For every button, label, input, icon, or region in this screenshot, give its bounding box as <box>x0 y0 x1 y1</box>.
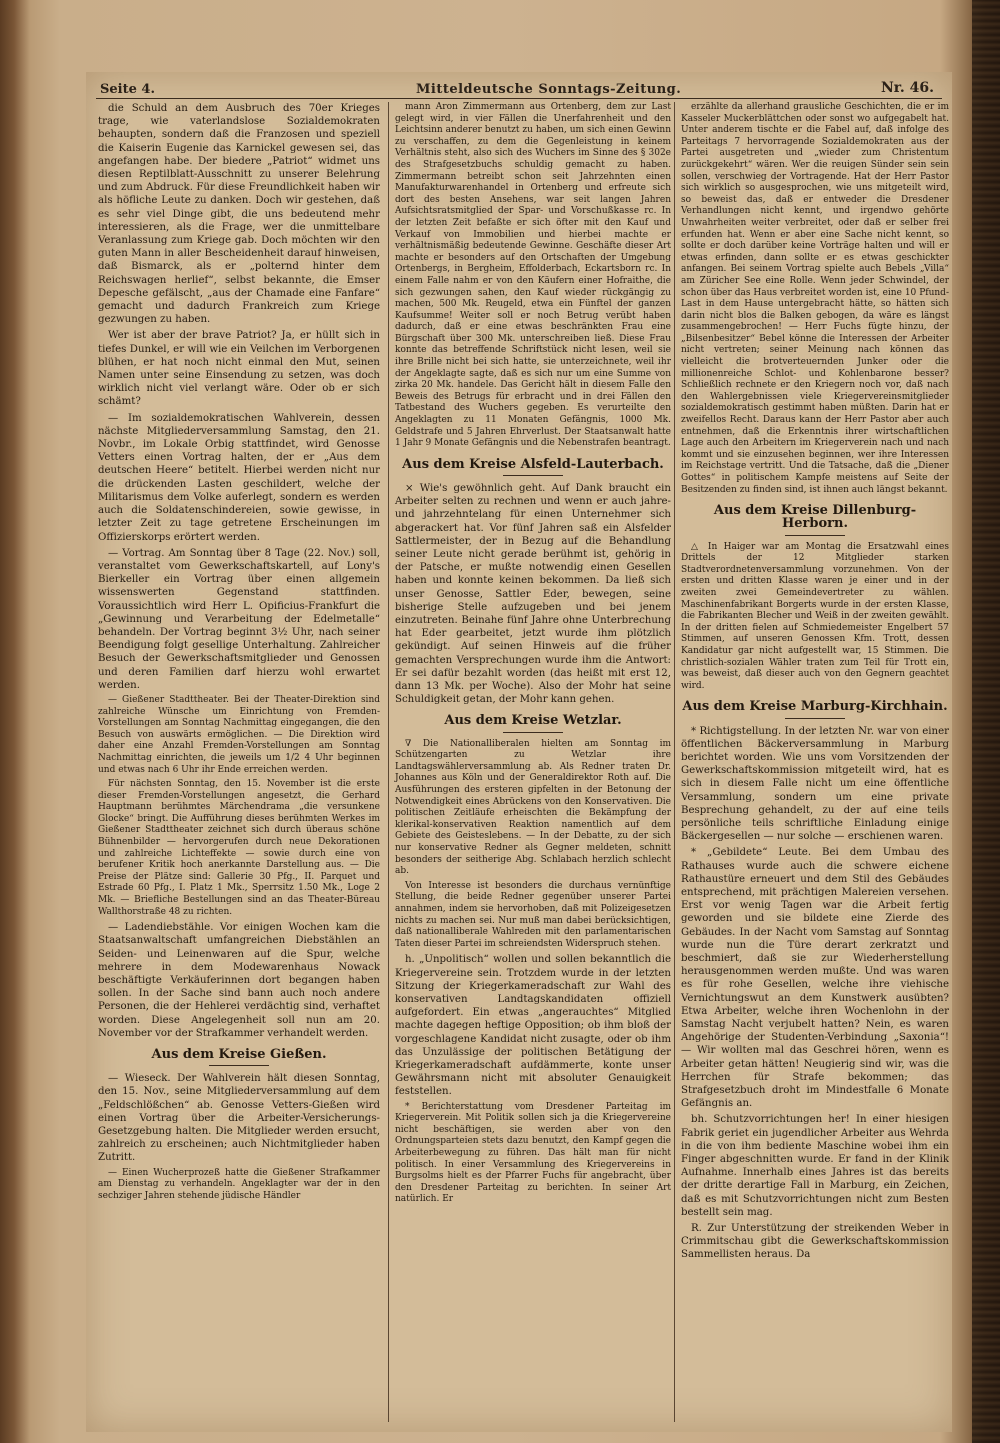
article-paragraph: erzählte da allerhand grausliche Geschichten, die er im Kasseler Muckerblättchen oder sonst wo aufgegabelt hat. Unter anderem tischte er die Fabel auf, daß infolge des Parteitags 7 hervorragende Sozialdemokraten aus der Partei ausgetreten und „wieder zum Christentum zurückgekehrt“ wären. Wer die reuigen Sünder sein sein sollen, verschwieg der Vortragende. Hat der Herr Pastor sich wirklich so ausgesprochen, wie uns mitgeteilt wird, so beweist das, daß er entweder die Dresdener Verhandlungen nicht kennt, und irgendwo gehörte Unwahrheiten weiter verbreitet, oder daß er selber frei erfunden hat. Wenn er aber eine Sache nicht kennt, so sollte er doch darüber keine Vorträge halten und will er etwas erfinden, dann sollte er es etwas geschickter anfangen. Bei seinem Vortrag spielte auch Bebels „Villa“ am Züricher See eine Rolle. Wenn jeder Schwindel, der schon über das Haus verbreitet worden ist, eine 10 Pfund-Last in dem Hause untergebracht hätte, so hätten sich darin nicht blos die Balken gebogen, da wäre es längst zusammengebrochen! — Herr Fuchs fügte hinzu, der „Bilsenbesitzer“ Bebel könne die Interessen der Arbeiter nicht vertreten; seiner Meinung nach können das vielleicht die brotverteuernden Junker oder die millionenreiche Schlot- und Kohlenbarone besser? Schließlich rechnete er den Kriegern noch vor, daß nach den Wahlergebnissen viele Kriegervereinsmitglieder sozialdemokratisch gestimmt haben müßten. Darin hat er zweifellos Recht. Daraus kann der Herr Pastor aber auch entnehmen, daß die Erkenntnis ihrer wirtschaftlichen Lage auch den Arbeitern im Kriegerverein nach und nach kommt und sie einzusehen beginnen, wer ihre Interessen im Reichstage vertritt. Und die Tatsache, daß die „Diener Gottes“ in politischem Kampfe meistens auf Seite der Besitzenden zu finden sind, ist ihnen auch längst bekannt. <box>681 102 949 495</box>
section-heading: Aus dem Kreise Gießen. <box>98 1048 380 1066</box>
column-3 <box>674 102 949 1422</box>
article-paragraph: — Einen Wucherprozeß hatte die Gießener Strafkammer am Dienstag zu verhandeln. Angeklagter war der in den sechziger Jahren stehende jüdische Händler <box>98 1167 380 1201</box>
newspaper-title: Mitteldeutsche Sonntags-Zeitung. <box>416 82 682 97</box>
article-paragraph: R. Zur Unterstützung der streikenden Weber in Crimmitschau gibt die Gewerkschaftskommission Sammellisten heraus. Da <box>681 1223 949 1261</box>
article-paragraph: * Berichterstattung vom Dresdener Parteitag im Kriegerverein. Mit Politik sollen sich ja die Kriegervereine nicht beschäftigen, sie werden aber von den Ordnungsparteien stets dazu benutzt, den Kampf gegen die Arbeiterbewegung zu führen. Das hält man für nicht politisch. In einer Versammlung des Kriegervereins in Burgsolms hielt es der Pfarrer Fuchs für angebracht, über den Dresdener Parteitag zu berichten. In seiner Art natürlich. Er <box>395 1101 671 1205</box>
article-paragraph: mann Aron Zimmermann aus Ortenberg, dem zur Last gelegt wird, in vier Fällen die Unerfahrenheit und den Leichtsinn anderer benutzt zu haben, um sich einen Gewinn zu verschaffen, zu dem die Gegenleistung in keinem Verhältnis steht, also sich des Wuchers im Sinne des § 302e des Strafgesetzbuchs schuldig gemacht zu haben. Zimmermann betreibt schon seit Jahrzehnten einen Manufakturwarenhandel in Ortenberg und erfreute sich dort des besten Ansehens, war seit langen Jahren Aufsichtsratsmitglied der Spar- und Vorschußkasse rc. In der letzten Zeit befaßte er sich öfter mit den Kauf und Verkauf von Immobilien und hierbei machte er verhältnismäßig bedeutende Gewinne. Geschäfte dieser Art machte er besonders auf den Ortschaften der Umgebung Ortenbergs, in Bergheim, Effolderbach, Eckartsborn rc. In einem Falle nahm er von den Käufern einer Hofraithe, die sich gezwungen sahen, den Kauf wieder rückgängig zu machen, 500 Mk. Reugeld, etwa ein Fünftel der ganzen Kaufsumme! Weiter soll er noch Betrug verübt haben dadurch, daß er eine etwas beschränkten Frau eine Bürgschaft über 300 Mk. unterschreiben ließ. Diese Frau konnte das betreffende Schriftstück nicht lesen, weil sie ihre Brille nicht bei sich hatte, sie unterzeichnete, weil ihr der Angeklagte sagte, daß es sich nur um eine Summe von zirka 20 Mk. handele. Das Gericht hält in diesem Falle den Beweis des Betrugs für erbracht und in drei Fällen den Tatbestand des Wuchers gegeben. Es verurteilte den Angeklagten zu 11 Monaten Gefängnis, 1000 Mk. Geldstrafe und 5 Jahren Ehrverlust. Der Staatsanwalt hatte 1 Jahr 9 Monate Gefängnis und die Nebenstrafen beantragt. <box>395 102 671 449</box>
article-paragraph: Für nächsten Sonntag, den 15. November ist die erste dieser Fremden-Vorstellungen angesetzt, die Gerhard Hauptmann berühmtes Märchendrama „die versunkene Glocke“ bringt. Die Aufführung dieses berühmten Werkes im Gießener Stadttheater zeichnet sich durch überaus schöne Bühnenbilder — hervorgerufen durch neue Dekorationen und zahlreiche Lichteffekte — sowie durch eine von berufener Kritik hoch anerkannte Darstellung aus. — Die Preise der Plätze sind: Gallerie 30 Pfg., II. Parquet und Estrade 60 Pfg., I. Platz 1 Mk., Sperrsitz 1.50 Mk., Loge 2 Mk. — Briefliche Bestellungen sind an das Theater-Büreau Wallthorstraße 48 zu richten. <box>98 779 380 917</box>
article-paragraph: — Im sozialdemokratischen Wahlverein, dessen nächste Mitgliederversammlung Samstag, den 21. Novbr., im Lokale Orbig stattfindet, wird Genosse Vetters einen Vortrag halten, der er „Aus dem deutschen Heere“ betitelt. Hierbei werden nicht nur die drückenden Lasten geschildert, welche der Militarismus dem Volke auferlegt, sondern es werden auch die Soldatenschindereien, sowie gewisse, in letzter Zeit zu tage getretene Erscheinungen im Offizierskorps erörtert werden. <box>98 412 380 543</box>
article-paragraph: Von Interesse ist besonders die durchaus vernünftige Stellung, die beide Redner gegenüber unserer Partei annahmen, indem sie hervorhoben, daß mit Polizeigesetzen nichts zu machen sei. Nur muß man dabei berücksichtigen, daß nationalliberale Wahlreden mit den parlamentarischen Taten dieser Partei im schreiendsten Widerspruch stehen. <box>395 880 671 949</box>
column-1 <box>98 102 380 1422</box>
header-rule <box>96 98 942 99</box>
article-paragraph: — Vortrag. Am Sonntag über 8 Tage (22. Nov.) soll, veranstaltet vom Gewerkschaftskartell, auf Lony's Bierkeller ein Vortrag über einen allgemein wissenswerten Gegenstand stattfinden. Voraussichtlich wird Herr L. Opificius-Frankfurt die „Gewinnung und Verarbeitung der Edelmetalle“ behandeln. Der Vortrag beginnt 3½ Uhr, nach seiner Beendigung folgt gesellige Unterhaltung. Zahlreicher Besuch der Gewerkschaftsmitglieder und Genossen und deren Familien darf hierzu wohl erwartet werden. <box>98 547 380 691</box>
issue-number: Nr. 46. <box>881 80 934 96</box>
article-paragraph: die Schuld an dem Ausbruch des 70er Krieges trage, wie vaterlandslose Sozialdemokraten behaupten, sondern daß die Franzosen und speziell die Kaiserin Eugenie das Karnickel gewesen sei, das angefangen habe. Der biedere „Patriot“ widmet uns diesen Reptilblatt-Ausschnitt zu unserer Belehrung und zum Abdruck. Für diese Freundlichkeit haben wir als höfliche Leute zu danken. Doch wir gestehen, daß es sehr viel Dinge gibt, die uns bedeutend mehr interessieren, als die Frage, wer die unmittelbare Veranlassung zum Kriege gab. Doch möchten wir den guten Mann in aller Bescheidenheit darauf hinweisen, daß Bismarck, als er „polternd hinter dem Reichswagen herlief“, selbst bekannte, die Emser Depesche gefälscht, „aus der Chamade eine Fanfare“ gemacht und dadurch Frankreich zum Kriege gezwungen zu haben. <box>98 103 380 326</box>
page-header <box>86 78 952 100</box>
article-paragraph: × Wie's gewöhnlich geht. Auf Dank braucht ein Arbeiter selten zu rechnen und wenn er auch jahre- und jahrzehntelang für einen Unternehmer sich abgerackert hat. Vor fünf Jahren saß ein Alsfelder Sattlermeister, der in Bezug auf die Behandlung seiner Leute nicht gerade berühmt ist, gehörig in der Patsche, er mußte notwendig einen Gesellen haben und konnte keinen bekommen. Da ließ sich unser Genosse, Sattler Eder, bewegen, seine bisherige Stelle aufzugeben und bei jenem einzutreten. Beinahe fünf Jahre ohne Unterbrechung hat Eder gearbeitet, jetzt wurde ihm plötzlich gekündigt. Auf seinen Hinweis auf die früher gemachten Versprechungen wurde ihm die Antwort: Er sei dafür bezahlt worden (das heißt mit erst 12, dann 13 Mk. per Woche). Also der Mohr hat seine Schuldigkeit getan, der Mohr kann gehen. <box>395 483 671 706</box>
article-paragraph: △ In Haiger war am Montag die Ersatzwahl eines Drittels der 12 Mitglieder starken Stadtverordnetenversammlung vorzunehmen. Von der ersten und dritten Klasse waren je einer und in der zweiten zwei Gemeindevertreter zu wählen. Maschinenfabrikant Borgerts wurde in der ersten Klasse, die Fabrikanten Blecher und Weiß in der zweiten gewählt. In der dritten fielen auf Schmiedemeister Engelbert 57 Stimmen, auf unseren Genossen Kfm. Trott, dessen Kandidatur gar nicht aufgestellt war, 15 Stimmen. Die christlich-sozialen Wähler traten zum Teil für Trott ein, was beweist, daß dieser auch von den Gegnern geachtet wird. <box>681 541 949 691</box>
newspaper-page <box>86 72 952 1432</box>
article-paragraph: — Wieseck. Der Wahlverein hält diesen Sonntag, den 15. Nov., seine Mitgliederversammlung auf dem „Feldschlößchen“ ab. Genosse Vetters-Gießen wird einen Vortrag über die Arbeiter-Versicherungs-Gesetzgebung halten. Die Mitglieder werden ersucht, zahlreich zu erscheinen; auch Nichtmitglieder haben Zutritt. <box>98 1073 380 1164</box>
column-2 <box>388 102 671 1422</box>
section-heading: Aus dem Kreise Wetzlar. <box>395 714 671 732</box>
article-paragraph: — Gießener Stadttheater. Bei der Theater-Direktion sind zahlreiche Wünsche um Einrichtung von Fremden-Vorstellungen am Sonntag Nachmittag eingegangen, die den Besuch von auswärts ermöglichen. — Die Direktion wird daher eine Anzahl Fremden-Vorstellungen am Sonntag Nachmittag einrichten, die jeweils um 1/2 4 Uhr beginnen und etwas nach 6 Uhr ihr Ende erreichen werden. <box>98 694 380 775</box>
section-heading: Aus dem Kreise Alsfeld-Lauterbach. <box>395 458 671 476</box>
article-paragraph: ∇ Die Nationalliberalen hielten am Sonntag im Schützengarten zu Wetzlar ihre Landtagswählerversammlung ab. Als Redner traten Dr. Johannes aus Köln und der Generaldirektor Roth auf. Die Ausführungen des ersteren gipfelten in der Betonung der Notwendigkeit eines Abrückens von den Konservativen. Die politischen Zeitläufe erheischten die Bekämpfung der klerikal-konservativen Reaktion namentlich auf dem Gebiete des Geisteslebens. — In der Debatte, zu der sich nur konservative Redner als Gegner meldeten, schnitt besonders der seitherige Abg. Schlabach herzlich schlecht ab. <box>395 738 671 877</box>
adjacent-page-edge <box>972 0 1000 1443</box>
article-paragraph: h. „Unpolitisch“ wollen und sollen bekanntlich die Kriegervereine sein. Trotzdem wurde in der letzten Sitzung der Kriegerkameradschaft zur Wahl des konservativen Landtagskandidaten offiziell aufgefordert. Ein etwas „angerauchtes“ Mitglied machte dagegen heftige Opposition; ob ihm bloß der vorgeschlagene Kandidat nicht zusagte, oder ob ihm das Unzulässige der politischen Betätigung der Kriegerkameradschaft aufdämmerte, konte unser Gewährsmann nicht mit absoluter Genauigkeit feststellen. <box>395 954 671 1098</box>
article-paragraph: Wer ist aber der brave Patriot? Ja, er hüllt sich in tiefes Dunkel, er will wie ein Veilchen im Verborgenen blühen, er hat noch nicht einmal den Mut, seinen Namen unter seine Einsendung zu setzen, was doch wirklich nicht viel verlangt wäre. Oder ob er sich schämt? <box>98 330 380 408</box>
page-number-label: Seite 4. <box>100 82 155 97</box>
article-paragraph: * Richtigstellung. In der letzten Nr. war von einer öffentlichen Bäckerversammlung in Marburg berichtet worden. Wie uns vom Vorsitzenden der Gewerkschaftskommission mitgeteilt wird, hat es sich in diesem Falle nicht um eine öffentliche Versammlung, sondern um eine private Besprechung gehandelt, zu der auf eine teils persönliche teils schriftliche Einladung einige Bäckergesellen — nur solche — erschienen waren. <box>681 725 949 843</box>
article-paragraph: * „Gebildete“ Leute. Bei dem Umbau des Rathauses wurde auch die schwere eichene Rathaustüre erneuert und dem Stil des Gebäudes entsprechend, mit prächtigen Malereien versehen. Erst vor wenig Tagen war die Arbeit fertig geworden und sie bildete eine Zierde des Gebäudes. In der Nacht vom Samstag auf Sonntag wurde nun die Türe derart zerkratzt und beschmiert, daß sie zur Wiederherstellung herausgenommen werden mußte. Und was waren es für rohe Gesellen, welche ihre viehische Vernichtungswut an dem Kunstwerk ausübten? Etwa Arbeiter, welche ihren Wochenlohn in der Samstag Nacht verjubelt hatten? Nein, es waren Angehörige der Studenten-Verbindung „Saxonia“! — Wir wollten mal das Geschrei hören, wenn es Arbeiter getan hätten! Neugierig sind wir, was die Herrchen für Strafe bekommen; das Strafgesetzbuch droht im Mindestfalle 6 Monate Gefängnis an. <box>681 847 949 1110</box>
article-paragraph: — Ladendiebstähle. Vor einigen Wochen kam die Staatsanwaltschaft umfangreichen Diebstählen an Seiden- und Leinenwaren auf die Spur, welche mehrere in dem Modewarenhaus Nowack beschäftigte Verkäuferinnen dort begangen haben sollen. In der Sache sind bann auch noch andere Personen, die der Hehlerei verdächtig sind, verhaftet worden. Diese Angelegenheit soll nun am 20. November vor der Strafkammer verhandelt werden. <box>98 922 380 1039</box>
article-paragraph: bh. Schutzvorrichtungen her! In einer hiesigen Fabrik geriet ein jugendlicher Arbeiter aus Wehrda in die von ihm bediente Maschine wobei ihm ein Finger abgeschnitten wurde. Er fand in der Klinik Aufnahme. Innerhalb eines Jahres ist das bereits der dritte derartige Fall in Marburg, ein Zeichen, daß es mit Schutzvorrichtungen nicht zum Besten bestellt sein mag. <box>681 1114 949 1218</box>
section-heading: Aus dem Kreise Marburg-Kirchhain. <box>681 700 949 718</box>
section-heading: Aus dem Kreise Dillenburg-Herborn. <box>681 504 949 535</box>
